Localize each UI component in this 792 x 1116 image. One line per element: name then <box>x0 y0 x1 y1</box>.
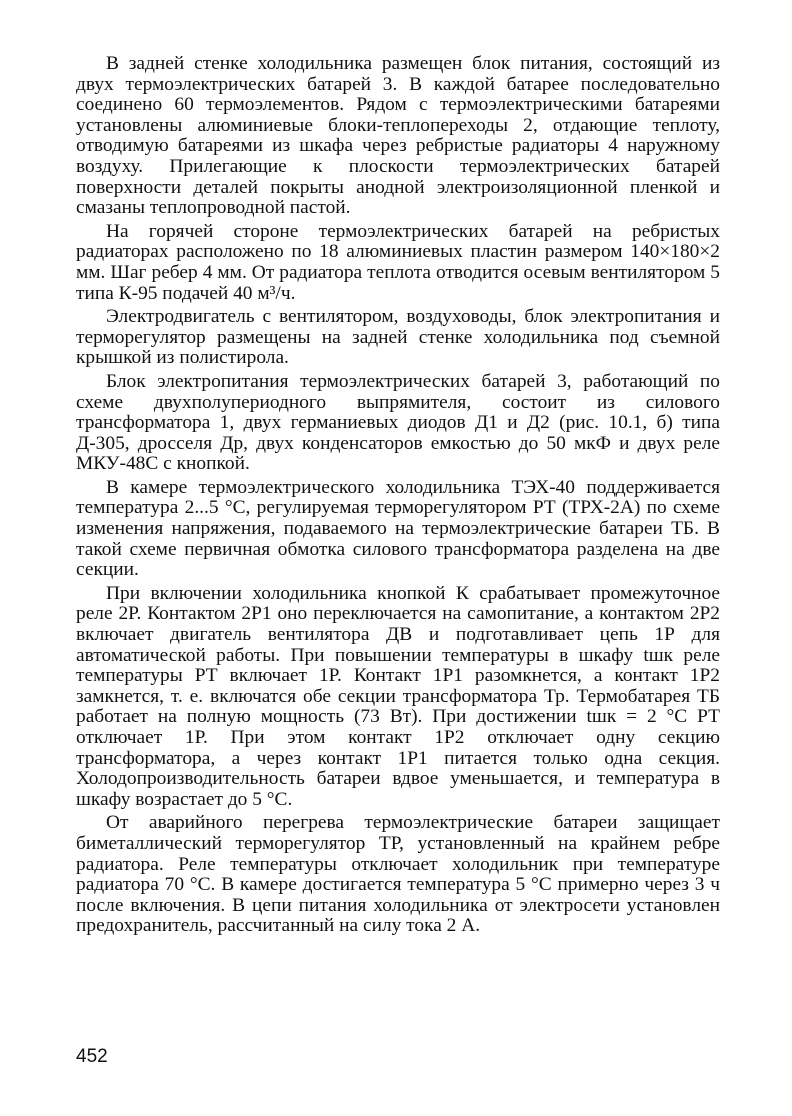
paragraph-power-unit: В задней стенке холодильника размещен блок питания, состоящий из двух термоэлектрических батарей 3. В каждой батарее последовательно соединено 60 термоэлементов. Рядом с термоэлектрическими батареями установлены алюминиевые блоки-теплопереходы 2, отдающие теплоту, отводимую батареями из шкафа через ребристые радиаторы 4 наружному воздуху. Прилегающие к плоскости термоэлектрических батарей поверхности деталей покрыты анодной электроизоляционной пленкой и смазаны теплопроводной пастой. <box>76 53 720 219</box>
paragraph-temperature-control: В камере термоэлектрического холодильника ТЭХ-40 поддерживается температура 2...5 °С, регулируемая терморегулятором РТ (ТРХ-2А) по схеме изменения напряжения, подаваемого на термоэлектрические батареи ТБ. В такой схеме первичная обмотка силового трансформатора разделена на две секции. <box>76 476 720 581</box>
paragraph-motor-placement: Электродвигатель с вентилятором, воздуховоды, блок электропитания и терморегулятор размещены на задней стенке холодильника под съемной крышкой из полистирола. <box>76 306 720 369</box>
paragraph-power-supply: Блок электропитания термоэлектрических батарей 3, работающий по схеме двухполупериодного выпрямителя, состоит из силового трансформатора 1, двух германиевых диодов Д1 и Д2 (рис. 10.1, б) типа Д-305, дросселя Др, двух конденсаторов емкостью до 50 мкФ и двух реле МКУ-48С с кнопкой. <box>76 370 720 475</box>
page-body <box>76 54 720 937</box>
paragraph-overheat-protection: От аварийного перегрева термоэлектрические батареи защищает биметаллический терморегулятор ТР, установленный на крайнем ребре радиатора. Реле температуры отключает холодильник при температуре радиатора 70 °С. В камере достигается температура 5 °С примерно через 3 ч после включения. В цепи питания холодильника от электросети установлен предохранитель, рассчитанный на силу тока 2 А. <box>76 812 720 937</box>
page-number: 452 <box>76 1046 108 1067</box>
paragraph-switching-sequence: При включении холодильника кнопкой К срабатывает промежуточное реле 2Р. Контактом 2Р1 оно переключается на самопитание, а контактом 2Р2 включает двигатель вентилятора ДВ и подготавливает цепь 1Р для автоматической работы. При повышении температуры в шкафу tшк реле температуры РТ включает 1Р. Контакт 1Р1 разомкнется, а контакт 1Р2 замкнется, т. е. включатся обе секции трансформатора Тр. Термобатарея ТБ работает на полную мощность (73 Вт). При достижении tшк = 2 °С РТ отключает 1Р. При этом контакт 1Р2 отключает одну секцию трансформатора, а через контакт 1Р1 питается только одна секция. Холодопроизводительность батареи вдвое уменьшается, и температура в шкафу возрастает до 5 °С. <box>76 582 720 810</box>
paragraph-radiators: На горячей стороне термоэлектрических батарей на ребристых радиаторах расположено по 18 алюминиевых пластин размером 140×180×2 мм. Шаг ребер 4 мм. От радиатора теплота отводится осевым вентилятором 5 типа К-95 подачей 40 м³/ч. <box>76 220 720 304</box>
